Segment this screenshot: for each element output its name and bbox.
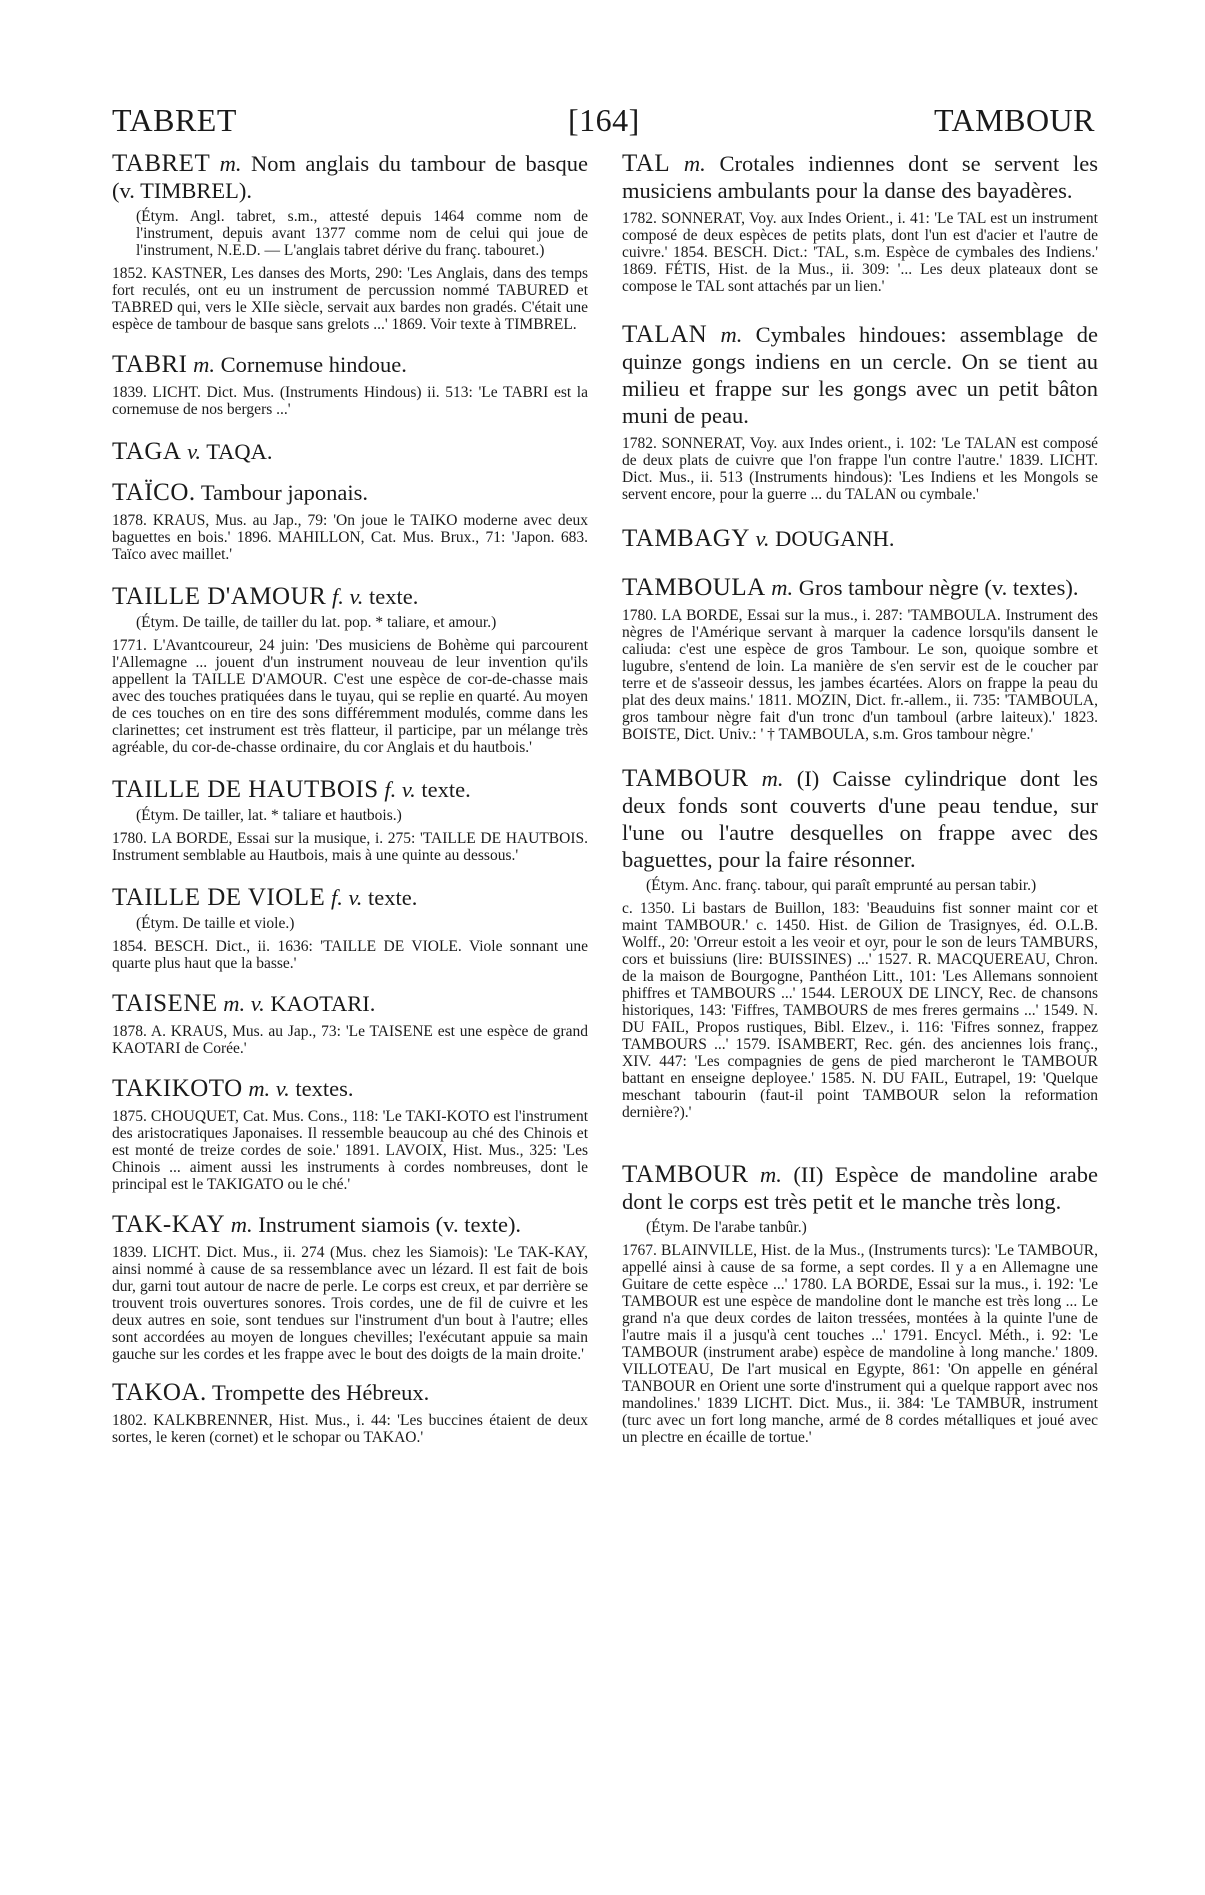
dictionary-entry-taille-damour (112, 583, 588, 756)
etymology: (Étym. De taille, de tailler du lat. pop. * taliare, et amour.) (136, 614, 497, 631)
etymology: (Étym. De l'arabe tanbûr.) (646, 1219, 807, 1236)
definition: Cornemuse hindoue. (220, 352, 407, 377)
citations: 1878. KRAUS, Mus. au Jap., 79: 'On joue le TAIKO moderne avec deux baguettes en bois.' 1896. MAHILLON, Cat. Mus. Brux., 71: 'Japon. 683. Taïco avec maillet.' (112, 512, 588, 563)
headword: TAÏCO. (112, 479, 196, 506)
citations: 1780. LA BORDE, Essai sur la musique, i. 275: 'TAILLE DE HAUTBOIS. Instrument semblable au Hautbois, mais à une quinte au dessous.' (112, 830, 588, 864)
definition: Trompette des Hébreux. (211, 1380, 430, 1405)
citations: 1839. LICHT. Dict. Mus. (Instruments Hindous) ii. 513: 'Le TABRI est la cornemuse de nos bergers ...' (112, 384, 588, 418)
grammar-label: m. (760, 1162, 782, 1187)
left-column (112, 150, 588, 1446)
grammar-label: f. v. (331, 584, 364, 609)
grammar-label: f. v. (384, 777, 416, 802)
running-head-right: TAMBOUR (934, 102, 1095, 138)
etymology: (Étym. Angl. tabret, s.m., attesté depuis 1464 comme nom de l'instrument, depuis avant 1377 comme nom de celui qui joue de l'instrument, N.E.D. — L'anglais tabret dérive du franç. tabouret.) (136, 208, 588, 259)
running-head-left: TABRET (112, 102, 237, 138)
headword: TAMBAGY (622, 525, 750, 552)
grammar-label: f. v. (330, 885, 363, 910)
entry-headword-line (112, 583, 588, 610)
grammar-label: m. (771, 575, 794, 600)
definition: KAOTARI. (270, 991, 376, 1016)
grammar-label: v. (755, 526, 770, 551)
dictionary-entry-tabri (112, 351, 588, 418)
etymology: (Étym. De tailler, lat. * taliare et hautbois.) (136, 807, 402, 824)
definition: textes. (295, 1076, 354, 1101)
headword: TABRI (112, 351, 188, 378)
citations: 1767. BLAINVILLE, Hist. de la Mus., (Instruments turcs): 'Le TAMBOUR, appellé ainsi à cause de sa forme, a sept cordes. Il y a en Allemagne une Guitare de cette espèce ...' 1780. LA BORDE, Essai sur la mus., i. 192: 'Le TAMBOUR est une espèce de mandoline dont le manche est très long ... Le grand n'a que deux cordes de laiton tressées, montées à la quinte l'une de l'autre mais il a jusqu'à cent touches ...' 1791. Encycl. Méth., i. 92: 'Le TAMBOUR (instrument arabe) espèce de mandoline à long manche.' 1809. VILLOTEAU, De l'art musical en Egypte, 861: 'On appelle en général TANBOUR en Orient une sorte d'instrument qui a quelque rapport avec nos mandolines.' 1839 LICHT. Dict. Mus., ii. 384: 'Le TAMBUR, instrument (turc avec un fort long manche, armé de 8 cordes métalliques et joué avec un plectre en écaille de tortue.' (622, 1242, 1098, 1446)
definition: Crotales indiennes dont se servent les musiciens ambulants pour la danse des bayadères. (622, 151, 1099, 203)
entry-headword-line (622, 150, 1098, 204)
definition: Gros tambour nègre (v. textes). (798, 575, 1079, 600)
grammar-label: m. v. (223, 991, 265, 1016)
definition: DOUGANH. (775, 526, 895, 551)
definition: (II) Espèce de mandoline arabe dont le corps est très petit et le manche très long. (622, 1162, 1098, 1214)
grammar-label: m. (683, 151, 706, 176)
entry-headword-line (622, 525, 1098, 552)
headword: TAK-KAY (112, 1211, 226, 1238)
dictionary-entry-tambagy (622, 525, 1098, 552)
headword: TALAN (622, 321, 708, 348)
citations: 1852. KASTNER, Les danses des Morts, 290: 'Les Anglais, dans des temps fort reculés, ont eu un instrument de percussion nommé TABURED et TABRED qui, vers le XIIe siècle, servait aux bardes non gradés. C'était une espèce de tambour de basque sans grelots ...' 1869. Voir texte à TIMBREL. (112, 265, 588, 333)
definition: texte. (421, 777, 471, 802)
dictionary-entry-tal (622, 150, 1098, 295)
etymology: (Étym. Anc. franç. tabour, qui paraît emprunté au persan tabir.) (646, 877, 1037, 894)
entry-headword-line (622, 1161, 1098, 1215)
dictionary-entry-tak-kay (112, 1211, 588, 1363)
entry-headword-line (112, 1211, 588, 1238)
entry-headword-line (622, 321, 1098, 429)
citations: 1839. LICHT. Dict. Mus., ii. 274 (Mus. chez les Siamois): 'Le TAK-KAY, ainsi nommé à cause de sa ressemblance avec un lézard. Il est fait de bois dur, garni tout autour de nacre de perle. Le corps est creux, et par derrière se trouvent trois ouvertures sonores. Trois cordes, une de fil de cuivre et les deux autres en soie, sont tendues sur l'instrument d'un bout à l'autre; elles sont accordées au moyen de longues chevilles; l'exécutant appuie sa main gauche sur les cordes et les frappe avec le bout des doigts de la main droite.' (112, 1244, 588, 1363)
definition: Instrument siamois (v. texte). (258, 1212, 522, 1237)
etymology: (Étym. De taille et viole.) (136, 915, 295, 932)
dictionary-entry-takikoto (112, 1075, 588, 1193)
headword: TAKOA. (112, 1379, 207, 1406)
headword: TABRET (112, 150, 211, 177)
headword: TAILLE DE VIOLE (112, 884, 326, 911)
grammar-label: m. v. (248, 1076, 290, 1101)
dictionary-entry-tabret (112, 150, 588, 333)
citations: 1802. KALKBRENNER, Hist. Mus., i. 44: 'Les buccines étaient de deux sortes, le keren (cornet) et le schopar ou TAKAO.' (112, 1412, 588, 1446)
headword: TAMBOUR (622, 765, 749, 792)
entry-headword-line (112, 479, 588, 506)
grammar-label: m. (230, 1212, 253, 1237)
entry-headword-line (622, 574, 1098, 601)
dictionary-entry-tamboula (622, 574, 1098, 743)
definition: Nom anglais du tambour de basque (v. TIMBREL). (112, 151, 589, 203)
definition: texte. (369, 584, 419, 609)
entry-headword-line (112, 776, 588, 803)
grammar-label: m. (720, 322, 743, 347)
definition: Cymbales hindoues: assemblage de quinze gongs indiens en un cercle. On se tient au milieu et frappe sur les gongs avec un petit bâton muni de peau. (622, 322, 1098, 428)
definition: TAQA. (206, 439, 273, 464)
citations: 1878. A. KRAUS, Mus. au Jap., 73: 'Le TAISENE est une espèce de grand KAOTARI de Corée.' (112, 1023, 588, 1057)
definition: Tambour japonais. (200, 480, 368, 505)
grammar-label: m. (761, 766, 784, 791)
dictionary-entry-tambour-2 (622, 1161, 1098, 1446)
citations: 1782. SONNERAT, Voy. aux Indes Orient., i. 41: 'Le TAL est un instrument composé de deux espèces de petits plats, dont l'un est d'acier et l'autre de cuivre.' 1854. BESCH. Dict.: 'TAL, s.m. Espèce de cymbales des Indiens.' 1869. FÉTIS, Hist. de la Mus., ii. 309: '... Les deux plateaux dont se compose le TAL sont attachés par un lien.' (622, 210, 1098, 295)
citations: 1854. BESCH. Dict., ii. 1636: 'TAILLE DE VIOLE. Viole sonnant une quarte plus haut que la basse.' (112, 938, 588, 972)
headword: TAL (622, 150, 671, 177)
dictionary-entry-taico (112, 479, 588, 563)
dictionary-entry-taille-hautbois (112, 776, 588, 864)
headword: TAGA (112, 438, 182, 465)
headword: TAILLE D'AMOUR (112, 583, 327, 610)
citations: 1875. CHOUQUET, Cat. Mus. Cons., 118: 'Le TAKI-KOTO est l'instrument des aristocratiques Japonaises. Il ressemble beaucoup au ché des Chinois et est monté de treize cordes de soie.' 1891. LAVOIX, Hist. Mus., 325: 'Les Chinois ... aiment aussi les instruments à cordes nombreuses, dont le principal est le TAKIGATO ou le ché.' (112, 1108, 588, 1193)
page-number: [164] (568, 102, 640, 138)
grammar-label: m. (193, 352, 215, 377)
entry-headword-line (112, 351, 588, 378)
dictionary-entry-taisene (112, 990, 588, 1057)
entry-headword-line (112, 990, 588, 1017)
citations: 1780. LA BORDE, Essai sur la mus., i. 287: 'TAMBOULA. Instrument des nègres de l'Amérique servant à marquer la cadence lorsqu'ils dansent le caliuda: c'est une espèce de gros Tambour. Le son, quoique sombre et lugubre, s'entend de loin. La manière de s'en servir est de le coucher par terre et de s'asseoir dessus, les jambes écartées. Alors on frappe la peau du plat des deux mains.' 1811. MOZIN, Dict. fr.-allem., ii. 735: 'TAMBOULA, gros tambour nègre fait d'un tronc d'un tamboul (arbre laiteux).' 1823. BOISTE, Dict. Univ.: ' † TAMBOULA, s.m. Gros tambour nègre.' (622, 607, 1098, 743)
grammar-label: m. (219, 151, 242, 176)
citations: c. 1350. Li bastars de Buillon, 183: 'Beauduins fist sonner maint cor et maint TAMBOUR.' c. 1450. Hist. de Gilion de Trasignyes, éd. O.L.B. Wolff., 20: 'Orreur estoit a les veoir et oyr, pour le son de leurs TAMBURS, cors et buissiuns (lire: BUISSINES) ...' 1527. R. MACQUEREAU, Chron. de la maison de Bourgogne, Panthéon Litt., 101: 'Les Allemans sonnoient phiffres et TAMBOURS ...' 1544. LEROUX DE LINCY, Rec. de chansons historiques, 143: 'Fiffres, TAMBOURS de mes freres germains ...' 1549. N. DU FAIL, Propos rustiques, Bibl. Elzev., i. 116: 'Fifres sonnez, frappez TAMBOURS ...' 1579. ISAMBERT, Rec. gén. des anciennes lois franç., XIV. 447: 'Les compagnies de gens de pied marcheront le TAMBOUR battant en enseigne deployee.' 1585. N. DU FAIL, Eutrapel, 19: 'Quelque meschant tabourin (faut-il point TAMBOUR selon la reformation dernière?).' (622, 900, 1098, 1121)
entry-headword-line (112, 150, 588, 204)
headword: TAMBOUR (622, 1161, 749, 1188)
dictionary-entry-tambour-1 (622, 765, 1098, 1121)
dictionary-entry-takoa (112, 1379, 588, 1446)
definition: texte. (368, 885, 418, 910)
headword: TAKIKOTO (112, 1075, 243, 1102)
dictionary-entry-taga (112, 438, 588, 465)
entry-headword-line (112, 1379, 588, 1406)
entry-headword-line (112, 884, 588, 911)
dictionary-entry-talan (622, 321, 1098, 503)
dictionary-entry-taille-viole (112, 884, 588, 972)
grammar-label: v. (187, 439, 202, 464)
citations: 1782. SONNERAT, Voy. aux Indes orient., i. 102: 'Le TALAN est composé de deux plats de cuivre que l'on frappe l'un contre l'autre.' 1839. LICHT. Dict. Mus., ii. 513 (Instruments hindous): 'Les Indiens et les Mongols se servent encore, pour la guerre ... du TALAN ou cymbale.' (622, 435, 1098, 503)
entry-headword-line (112, 1075, 588, 1102)
citations: 1771. L'Avantcoureur, 24 juin: 'Des musiciens de Bohème qui parcourent l'Allemagne ... jouent d'un instrument nouveau de leur invention qu'ils appellent la TAILLE D'AMOUR. C'est une espèce de cor-de-chasse mais avec des touches pratiquées dans le tuyau, qui se replie en quarté. Au moyen de ces touches on en tire des sons différemment modulés, comme dans les clarinettes; cet instrument est très flatteur, il participe, par un mélange très agréable, du cor-de-chasse ordinaire, du cor Anglais et du hautbois.' (112, 637, 588, 756)
headword: TAILLE DE HAUTBOIS (112, 776, 379, 803)
entry-headword-line (112, 438, 588, 465)
headword: TAMBOULA (622, 574, 766, 601)
entry-headword-line (622, 765, 1098, 873)
definition: (I) Caisse cylindrique dont les deux fonds sont couverts d'une peau tendue, sur l'une ou l'autre desquelles on frappe avec des baguettes, pour la faire résonner. (622, 766, 1099, 872)
headword: TAISENE (112, 990, 218, 1017)
right-column (622, 150, 1098, 1446)
